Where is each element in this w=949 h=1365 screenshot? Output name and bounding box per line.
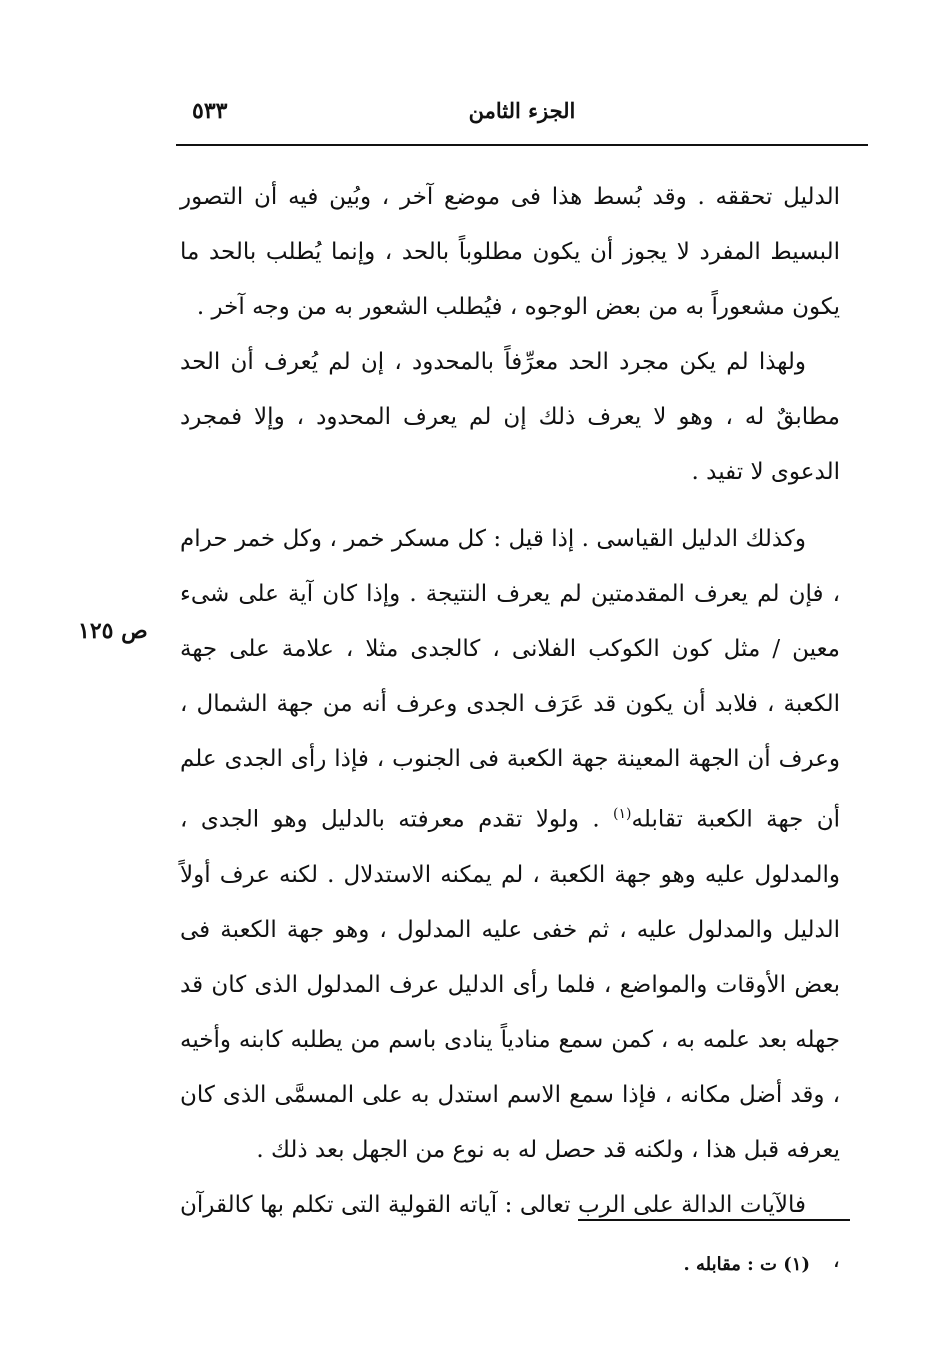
- margin-page-reference: ص ١٢٥: [78, 618, 148, 644]
- paragraph: ولهذا لم يكن مجرد الحد معرِّفاً بالمحدود ، إن لم يُعرف أن الحد مطابقٌ له ، وهو لا يعرف ذلك إن لم يعرف المحدود ، وإلا فمجرد الدعوى لا تفيد .: [180, 349, 840, 485]
- paragraph: [180, 512, 840, 1178]
- footnote: (١) ت : مقابله .: [683, 1254, 810, 1275]
- paragraph-text: وكذلك الدليل القياسى . إذا قيل : كل مسكر خمر ، وكل خمر حرام ، فإن لم يعرف المقدمتين لم يعرف النتيجة . وإذا كان آية على شىء معين / مثل كون الكوكب الفلانى ، كالجدى مثلا ، علامة على جهة الكعبة ، فلابد أن يكون قد عَرَف الجدى وعرف أنه من جهة الشمال ، وعرف أن الجهة المعينة جهة الكعبة فى الجنوب ، فإذا رأى الجدى علم أن جهة الكعبة تقابله: [180, 526, 840, 833]
- body-text: [180, 170, 840, 1288]
- footnote-rule: [578, 1219, 850, 1221]
- paragraph: فالآيات الدالة على الرب تعالى : آياته القولية التى تكلم بها كالقرآن ،: [180, 1191, 840, 1273]
- running-title: الجزء الثامن: [468, 98, 576, 123]
- paragraph: الدليل تحققه . وقد بُسط هذا فى موضع آخر ، وبُين فيه أن التصور البسيط المفرد لا يجوز أن يكون مطلوباً بالحد ، وإنما يُطلب بالحد ما يكون مشعوراً به من بعض الوجوه ، فيُطلب الشعور به من وجه آخر .: [180, 184, 840, 320]
- paragraph-text: . ولولا تقدم معرفته بالدليل وهو الجدى ، والمدلول عليه وهو جهة الكعبة ، لم يمكنه الاستدلال . لكنه عرف أولاً الدليل والمدلول عليه ، ثم خفى عليه المدلول ، وهو جهة الكعبة فى بعض الأوقات والمواضع ، فلما رأى الدليل عرف المدلول الذى كان قد جهله بعد علمه به ، كمن سمع منادياً ينادى باسم من يطلبه كابنه وأخيه ، وقد أضل مكانه ، فإذا سمع الاسم استدل به على المسمَّى الذى كان يعرفه قبل هذا ، ولكنه قد حصل له به نوع من الجهل بعد ذلك .: [180, 806, 840, 1163]
- footnote-marker: (١): [613, 806, 632, 822]
- header-rule: [176, 144, 868, 146]
- page-header: [176, 98, 868, 138]
- page-number: ٥٣٣: [192, 98, 228, 124]
